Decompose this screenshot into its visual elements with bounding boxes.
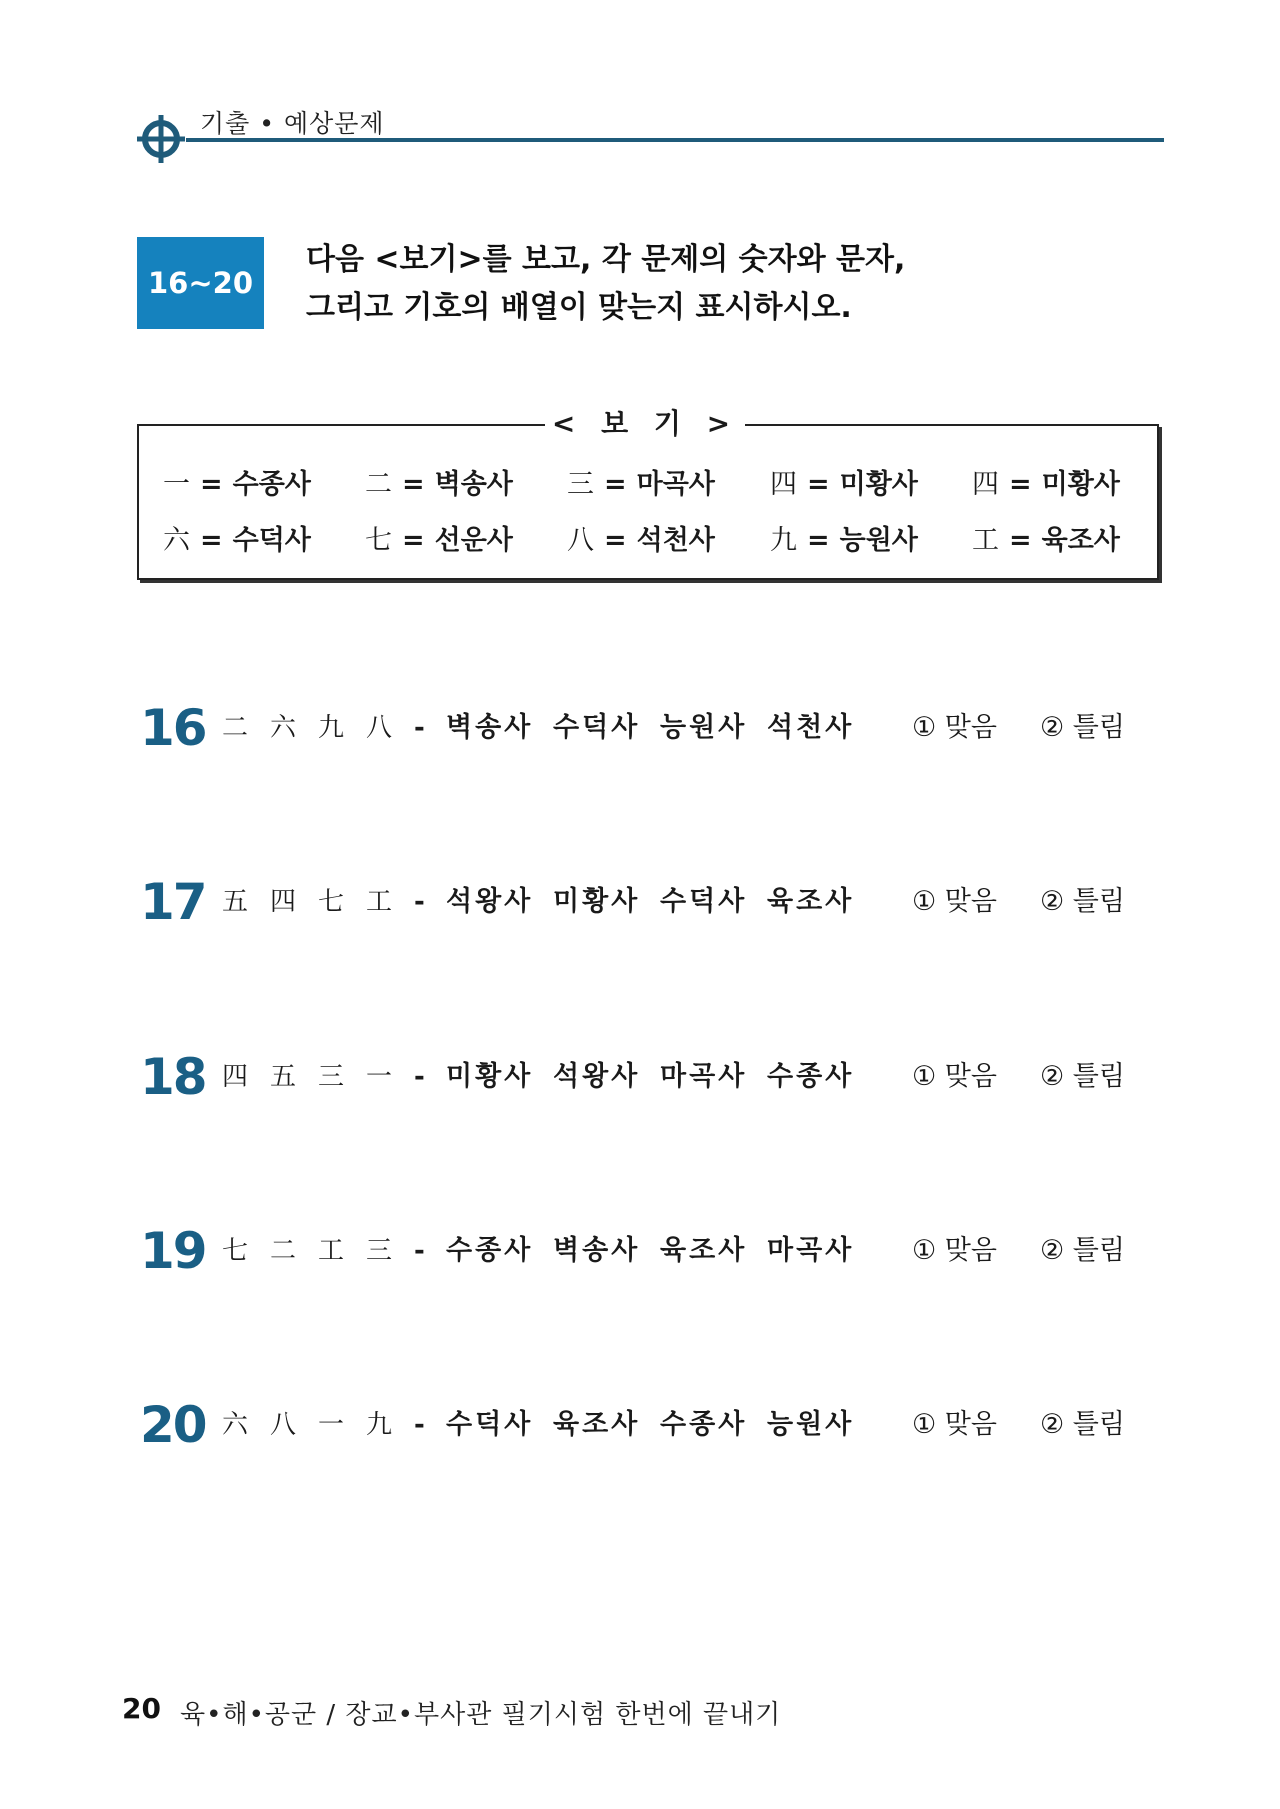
question-word: 능원사 [660,712,748,743]
example-symbol: 六 [163,525,190,556]
example-word: 미황사 [839,469,918,500]
question-dash: - [414,1236,425,1266]
question-symbol: 工 [318,1236,345,1266]
answer-option-correct[interactable]: ① 맞음 [912,886,997,917]
answer-option-correct[interactable]: ① 맞음 [912,1409,997,1440]
question-word: 석왕사 [446,886,534,917]
example-equals: = [200,469,223,500]
question-row [140,1397,1140,1453]
question-word: 수덕사 [553,712,641,743]
question-number: 19 [140,1222,206,1280]
question-symbol: 一 [366,1062,393,1092]
question-word: 수종사 [446,1235,534,1266]
example-word: 육조사 [1041,525,1120,556]
example-word: 마곡사 [636,469,715,500]
question-symbol: 七 [222,1236,249,1266]
example-item [567,462,715,501]
example-equals: = [807,525,830,556]
example-symbol: 四 [770,469,797,500]
section-title: 기출 • 예상문제 [200,109,385,138]
question-symbol: 工 [366,887,393,917]
book-title: 육•해•공군 / 장교•부사관 필기시험 한번에 끝내기 [180,1700,782,1730]
question-symbol: 一 [318,1410,345,1440]
example-symbol: 二 [365,469,392,500]
question-word: 석천사 [767,712,855,743]
answer-option-wrong[interactable]: ② 틀림 [1040,1235,1125,1266]
question-word: 수종사 [767,1061,855,1092]
example-word: 석천사 [636,525,715,556]
example-item [163,462,311,501]
example-word: 벽송사 [434,469,513,500]
example-title: < 보 기 > [545,404,745,444]
question-number: 18 [140,1048,206,1106]
example-symbol: 四 [972,469,999,500]
example-equals: = [604,525,627,556]
example-symbol: 三 [567,469,594,500]
question-symbol: 八 [270,1410,297,1440]
example-equals: = [402,525,425,556]
question-symbol: 三 [366,1236,393,1266]
example-item [972,462,1120,501]
question-symbol: 六 [270,713,297,743]
answer-option-correct[interactable]: ① 맞음 [912,712,997,743]
question-word: 수덕사 [446,1409,534,1440]
example-item [770,462,918,501]
answer-option-wrong[interactable]: ② 틀림 [1040,712,1125,743]
example-equals: = [1009,469,1032,500]
question-word: 미황사 [553,886,641,917]
answer-option-wrong[interactable]: ② 틀림 [1040,886,1125,917]
question-word: 미황사 [446,1061,534,1092]
question-word: 수덕사 [660,886,748,917]
question-number: 16 [140,699,206,757]
question-word: 벽송사 [553,1235,641,1266]
question-row [140,874,1140,930]
example-word: 선운사 [434,525,513,556]
crosshair-icon [136,114,186,164]
example-symbol: 工 [972,525,999,556]
example-equals: = [200,525,223,556]
question-number: 17 [140,873,206,931]
question-dash: - [414,887,425,917]
question-symbol: 五 [270,1062,297,1092]
example-symbol: 九 [770,525,797,556]
example-item [365,518,513,557]
question-symbol: 二 [222,713,249,743]
example-item [972,518,1120,557]
example-equals: = [402,469,425,500]
question-dash: - [414,1410,425,1440]
header-divider [186,138,1164,142]
question-symbol: 四 [270,887,297,917]
page-number: 20 [122,1692,161,1725]
question-range-badge: 16~20 [137,237,264,329]
question-dash: - [414,1062,425,1092]
question-word: 육조사 [660,1235,748,1266]
example-item [163,518,311,557]
question-word: 능원사 [767,1409,855,1440]
example-equals: = [604,469,627,500]
example-symbol: 八 [567,525,594,556]
question-symbol: 四 [222,1062,249,1092]
question-row [140,1223,1140,1279]
example-word: 수종사 [232,469,311,500]
answer-option-wrong[interactable]: ② 틀림 [1040,1409,1125,1440]
example-item [567,518,715,557]
example-item [770,518,918,557]
answer-option-correct[interactable]: ① 맞음 [912,1061,997,1092]
example-item [365,462,513,501]
example-word: 수덕사 [232,525,311,556]
question-word: 석왕사 [553,1061,641,1092]
instruction-line: 다음 <보기>를 보고, 각 문제의 숫자와 문자, [306,242,906,277]
example-equals: = [807,469,830,500]
question-word: 수종사 [660,1409,748,1440]
question-symbol: 六 [222,1410,249,1440]
instruction-line: 그리고 기호의 배열이 맞는지 표시하시오. [306,290,852,325]
question-symbol: 九 [318,713,345,743]
question-word: 육조사 [767,886,855,917]
question-symbol: 七 [318,887,345,917]
instruction-text [306,236,1066,332]
question-word: 마곡사 [660,1061,748,1092]
question-word: 육조사 [553,1409,641,1440]
example-word: 능원사 [839,525,918,556]
question-word: 벽송사 [446,712,534,743]
example-word: 미황사 [1041,469,1120,500]
question-word: 마곡사 [767,1235,855,1266]
question-symbol: 三 [318,1062,345,1092]
example-symbol: 一 [163,469,190,500]
example-equals: = [1009,525,1032,556]
question-symbol: 二 [270,1236,297,1266]
question-number: 20 [140,1396,206,1454]
question-row [140,700,1140,756]
question-symbol: 五 [222,887,249,917]
question-symbol: 九 [366,1410,393,1440]
question-dash: - [414,713,425,743]
answer-option-correct[interactable]: ① 맞음 [912,1235,997,1266]
question-symbol: 八 [366,713,393,743]
question-row [140,1049,1140,1105]
example-symbol: 七 [365,525,392,556]
answer-option-wrong[interactable]: ② 틀림 [1040,1061,1125,1092]
